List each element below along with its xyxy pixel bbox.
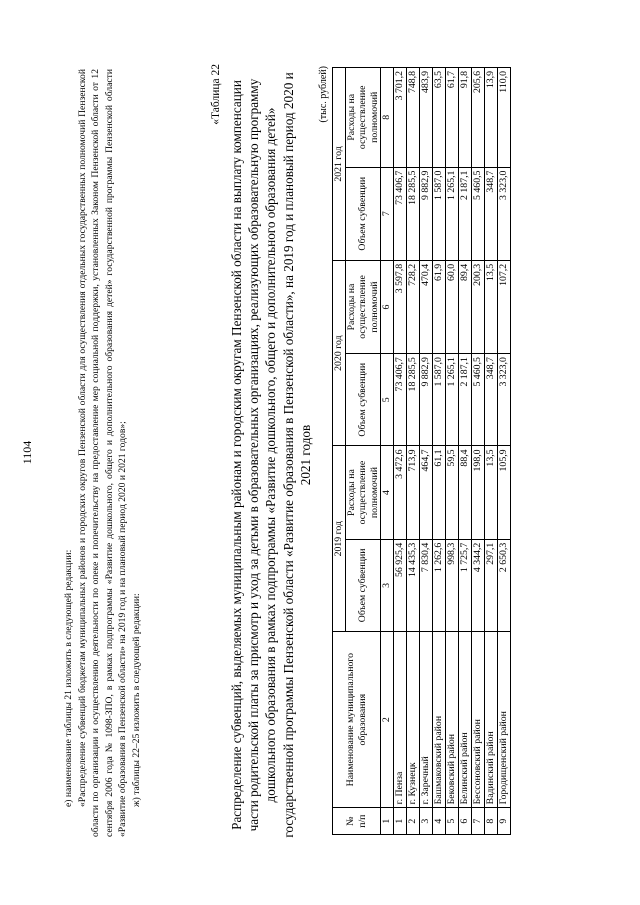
expense-2021: 3 701,2 (394, 68, 407, 168)
row-number: 1 (394, 808, 407, 835)
header-expense: Расходы на осуществление полномочий (345, 68, 381, 168)
header-municipality: Наименование муниципального образования (333, 632, 381, 808)
table-row (394, 68, 407, 835)
header-number: № п/п (333, 808, 381, 835)
volume-2020: 3 323,0 (498, 354, 511, 446)
row-number: 7 (472, 808, 485, 835)
expense-2021: 110,0 (498, 68, 511, 168)
volume-2021: 1 587,0 (433, 167, 446, 260)
expense-2019: 105,9 (498, 446, 511, 539)
expense-2019: 713,9 (407, 446, 420, 539)
index-cell: 2 (381, 632, 394, 808)
volume-2019: 4 344,2 (472, 539, 485, 631)
row-number: 5 (446, 808, 459, 835)
volume-2019: 1 725,7 (459, 539, 472, 631)
volume-2019: 7 830,4 (420, 539, 433, 631)
intro-paragraph-1: е) наименование таблицы 21 изложить в следующей редакции: (63, 549, 74, 807)
table-row (472, 68, 485, 835)
expense-2021: 483,9 (420, 68, 433, 168)
row-number: 8 (485, 808, 498, 835)
volume-2021: 1 265,1 (446, 167, 459, 260)
intro-paragraph-3: ж) таблицы 22–25 изложить в следующей редакции: (130, 593, 142, 807)
header-expense: Расходы на осуществление полномочий (345, 260, 381, 353)
expense-2021: 205,6 (472, 68, 485, 168)
row-number: 4 (433, 808, 446, 835)
expense-2019: 61,1 (433, 446, 446, 539)
municipality-name: г. Заречный (420, 632, 433, 808)
municipality-name: Белинский район (459, 632, 472, 808)
volume-2021: 2 187,1 (459, 167, 472, 260)
volume-2019: 56 925,4 (394, 539, 407, 631)
municipality-name: г. Кузнецк (407, 632, 420, 808)
expense-2021: 63,5 (433, 68, 446, 168)
expense-2020: 200,3 (472, 260, 485, 353)
expense-2020: 3 597,8 (394, 260, 407, 353)
table-title: Распределение субвенций, выделяемых муниципальным районам и городским округам Пензенской области на выплату компенсации части родительской платы за присмотр и уход за детьми в образовательных организациях, реализующих образовательную программу дошкольного образования в рамках подпрограммы «Развитие дошкольного, общего и дополнительного образования детей» государственной программы Пензенской области «Развитие образования в Пензенской области», на 2019 год и плановый период 2020 и 2021 годов (229, 72, 313, 838)
index-cell: 7 (381, 167, 394, 260)
expense-2019: 198,0 (472, 446, 485, 539)
table-row (420, 68, 433, 835)
header-year-2020: 2020 год (333, 260, 346, 446)
header-year-2021: 2021 год (333, 68, 346, 261)
expense-2020: 728,2 (407, 260, 420, 353)
municipality-name: Бековский район (446, 632, 459, 808)
volume-2019: 14 435,3 (407, 539, 420, 631)
volume-2020: 2 187,1 (459, 354, 472, 446)
volume-2021: 3 323,0 (498, 167, 511, 260)
expense-2020: 13,5 (485, 260, 498, 353)
expense-2020: 61,9 (433, 260, 446, 353)
expense-2020: 470,4 (420, 260, 433, 353)
expense-2021: 61,7 (446, 68, 459, 168)
expense-2019: 3 472,6 (394, 446, 407, 539)
volume-2020: 1 587,0 (433, 354, 446, 446)
subsidy-table (332, 67, 511, 835)
expense-2021: 13,9 (485, 68, 498, 168)
expense-2019: 13,5 (485, 446, 498, 539)
units-label: (тыс. рублей) (318, 66, 329, 123)
expense-2019: 59,5 (446, 446, 459, 539)
index-cell: 4 (381, 446, 394, 539)
row-number: 9 (498, 808, 511, 835)
volume-2021: 348,7 (485, 167, 498, 260)
volume-2019: 1 262,6 (433, 539, 446, 631)
header-volume: Объем субвенции (345, 539, 381, 631)
page-number: 1104 (20, 440, 34, 465)
expense-2021: 91,8 (459, 68, 472, 168)
table-row (433, 68, 446, 835)
index-cell: 5 (381, 354, 394, 446)
table-row (498, 68, 511, 835)
table-reference: «Таблица 22 (210, 64, 222, 125)
expense-2019: 88,4 (459, 446, 472, 539)
volume-2021: 5 460,5 (472, 167, 485, 260)
table-row (446, 68, 459, 835)
header-volume: Объем субвенции (345, 354, 381, 446)
expense-2020: 60,0 (446, 260, 459, 353)
index-cell: 3 (381, 539, 394, 631)
table-row (485, 68, 498, 835)
expense-2021: 748,8 (407, 68, 420, 168)
header-year-2019: 2019 год (333, 446, 346, 632)
municipality-name: Бессоновский район (472, 632, 485, 808)
expense-2020: 89,4 (459, 260, 472, 353)
volume-2019: 297,1 (485, 539, 498, 631)
table-row (459, 68, 472, 835)
header-volume: Объем субвенции (345, 167, 381, 260)
municipality-name: Башмаковский район (433, 632, 446, 808)
volume-2021: 73 406,7 (394, 167, 407, 260)
municipality-name: г. Пенза (394, 632, 407, 808)
header-expense: Расходы на осуществление полномочий (345, 446, 381, 539)
intro-text (62, 69, 144, 837)
volume-2021: 18 285,5 (407, 167, 420, 260)
row-number: 2 (407, 808, 420, 835)
volume-2020: 18 285,5 (407, 354, 420, 446)
index-cell: 6 (381, 260, 394, 353)
expense-2019: 464,7 (420, 446, 433, 539)
volume-2020: 348,7 (485, 354, 498, 446)
volume-2020: 1 265,1 (446, 354, 459, 446)
row-number: 6 (459, 808, 472, 835)
row-number: 3 (420, 808, 433, 835)
volume-2020: 73 406,7 (394, 354, 407, 446)
volume-2019: 998,3 (446, 539, 459, 631)
municipality-name: Вадинский район (485, 632, 498, 808)
table-row (407, 68, 420, 835)
index-cell: 1 (381, 808, 394, 835)
volume-2021: 9 882,9 (420, 167, 433, 260)
expense-2020: 107,2 (498, 260, 511, 353)
volume-2020: 5 460,5 (472, 354, 485, 446)
volume-2020: 9 882,9 (420, 354, 433, 446)
intro-paragraph-2: «Распределение субвенций бюджетам муниципальных районов и городских округов Пензенской области для осуществления отдельных государственных полномочий Пензенской области по организации и осуществлению деятельности по опеке и попечительству на предоставление мер социальной поддержки, установленных Законом Пензенской области от 12 сентября 2006 года № 1098-ЗПО, в рамках подпрограммы «Развитие дошкольного, общего и дополнительного образования детей» государственной программы Пензенской области «Развитие образования в Пензенской области» на 2019 год и на плановый период 2020 и 2021 годов»; (76, 69, 129, 837)
column-index-row (381, 68, 394, 835)
volume-2019: 2 650,3 (498, 539, 511, 631)
index-cell: 8 (381, 68, 394, 168)
municipality-name: Городищенский район (498, 632, 511, 808)
